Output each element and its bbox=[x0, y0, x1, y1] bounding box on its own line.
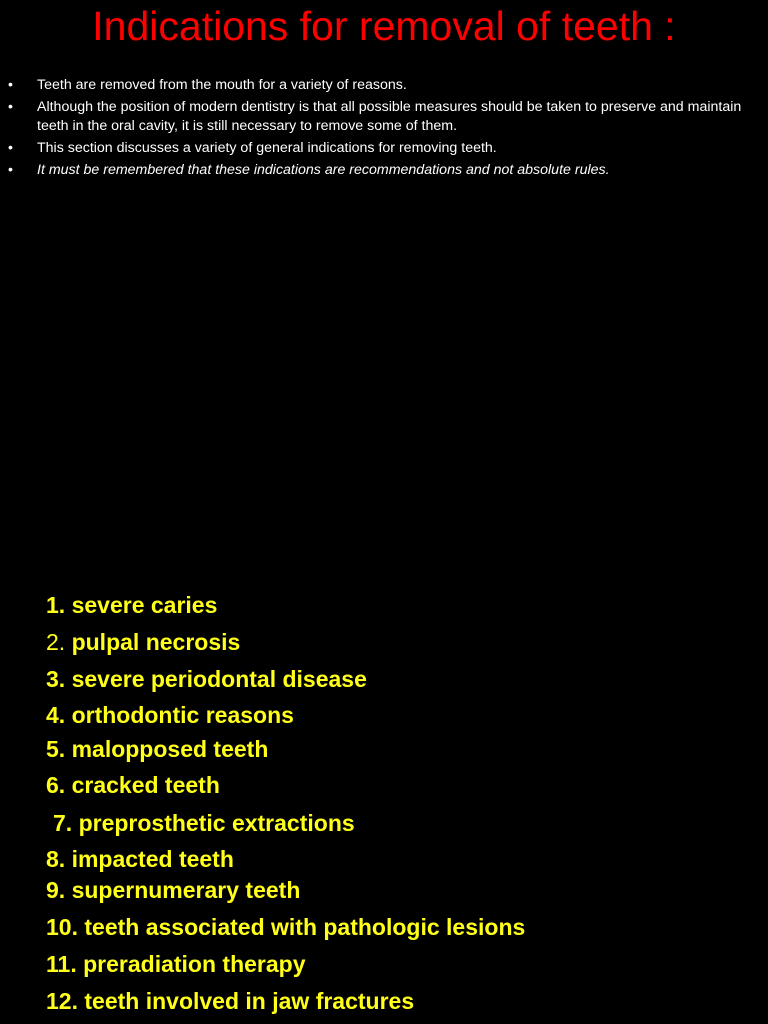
indication-label: supernumerary teeth bbox=[71, 877, 301, 903]
intro-bullet-text: It must be remembered that these indications are recommendations and not absolute rules. bbox=[37, 162, 610, 178]
indication-number: 6. bbox=[46, 772, 66, 798]
indication-item bbox=[46, 665, 367, 693]
indication-number: 3. bbox=[46, 666, 66, 692]
indication-item bbox=[46, 591, 217, 619]
indication-item bbox=[46, 771, 220, 799]
indication-item bbox=[46, 628, 240, 656]
indication-label: malopposed teeth bbox=[71, 736, 269, 762]
indication-number: 10. bbox=[46, 914, 78, 940]
bullet-dot-icon: • bbox=[8, 140, 13, 156]
indication-number: 11. bbox=[46, 951, 77, 977]
indication-label: impacted teeth bbox=[71, 846, 234, 872]
intro-bullet-text: This section discusses a variety of general indications for removing teeth. bbox=[37, 140, 497, 156]
indication-label: preprosthetic extractions bbox=[78, 810, 355, 836]
indication-number: 7. bbox=[53, 810, 73, 836]
indication-label: orthodontic reasons bbox=[71, 702, 294, 728]
indication-label: cracked teeth bbox=[71, 772, 220, 798]
indication-item bbox=[46, 701, 294, 729]
indication-label: pulpal necrosis bbox=[71, 629, 241, 655]
indication-item bbox=[46, 950, 306, 978]
indication-item bbox=[46, 987, 414, 1015]
indication-item bbox=[46, 845, 234, 873]
indication-label: preradiation therapy bbox=[83, 951, 306, 977]
indication-item bbox=[46, 876, 300, 904]
indication-label: teeth involved in jaw fractures bbox=[84, 988, 415, 1014]
indication-label: teeth associated with pathologic lesions bbox=[84, 914, 526, 940]
intro-bullet-text: Teeth are removed from the mouth for a variety of reasons. bbox=[37, 77, 407, 93]
indication-item bbox=[46, 913, 525, 941]
bullet-dot-icon: • bbox=[8, 99, 13, 115]
indication-number: 1. bbox=[46, 592, 66, 618]
indication-number: 2. bbox=[46, 629, 66, 655]
indication-label: severe caries bbox=[71, 592, 218, 618]
slide-title: Indications for removal of teeth : bbox=[92, 3, 676, 49]
indication-number: 9. bbox=[46, 877, 66, 903]
indication-item bbox=[46, 735, 268, 763]
indication-number: 5. bbox=[46, 736, 66, 762]
bullet-dot-icon: • bbox=[8, 162, 13, 178]
intro-bullet-text: Although the position of modern dentistry is that all possible measures should be taken to preserve and maintain teeth in the oral cavity, it is still necessary to remove some of them. bbox=[37, 99, 742, 134]
indication-item bbox=[53, 809, 355, 837]
indication-number: 8. bbox=[46, 846, 66, 872]
indication-number: 4. bbox=[46, 702, 66, 728]
bullet-dot-icon: • bbox=[8, 77, 13, 93]
indication-number: 12. bbox=[46, 988, 78, 1014]
indication-label: severe periodontal disease bbox=[71, 666, 367, 692]
